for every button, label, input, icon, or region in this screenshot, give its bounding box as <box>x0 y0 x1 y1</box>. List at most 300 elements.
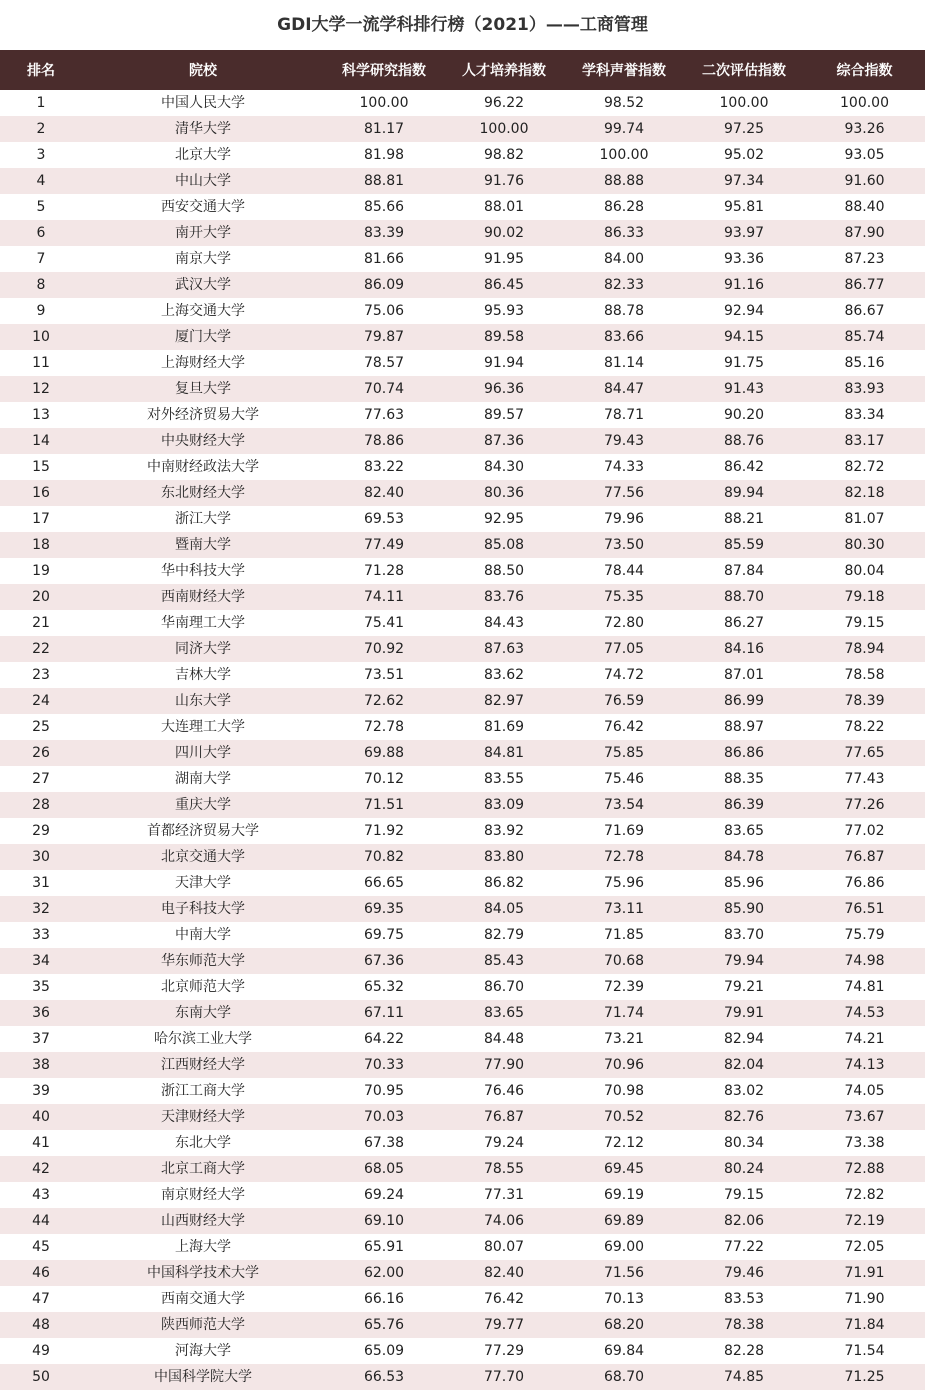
cell-talent-index: 98.82 <box>444 142 564 168</box>
cell-talent-index: 86.45 <box>444 272 564 298</box>
cell-research-index: 67.11 <box>324 1000 444 1026</box>
cell-school: 南开大学 <box>82 220 324 246</box>
cell-research-index: 100.00 <box>324 90 444 116</box>
cell-rank: 44 <box>0 1208 82 1234</box>
cell-secondary-eval-index: 95.81 <box>684 194 804 220</box>
cell-school: 上海交通大学 <box>82 298 324 324</box>
cell-secondary-eval-index: 83.65 <box>684 818 804 844</box>
cell-composite-index: 71.25 <box>804 1364 925 1390</box>
cell-research-index: 72.78 <box>324 714 444 740</box>
cell-rank: 2 <box>0 116 82 142</box>
cell-research-index: 82.40 <box>324 480 444 506</box>
cell-talent-index: 83.09 <box>444 792 564 818</box>
cell-research-index: 83.22 <box>324 454 444 480</box>
cell-reputation-index: 70.68 <box>564 948 684 974</box>
cell-rank: 42 <box>0 1156 82 1182</box>
cell-composite-index: 73.38 <box>804 1130 925 1156</box>
cell-composite-index: 74.13 <box>804 1052 925 1078</box>
cell-rank: 14 <box>0 428 82 454</box>
table-row <box>0 454 925 480</box>
cell-composite-index: 85.16 <box>804 350 925 376</box>
cell-composite-index: 79.15 <box>804 610 925 636</box>
cell-school: 同济大学 <box>82 636 324 662</box>
cell-talent-index: 87.63 <box>444 636 564 662</box>
table-row <box>0 688 925 714</box>
cell-composite-index: 76.87 <box>804 844 925 870</box>
cell-rank: 4 <box>0 168 82 194</box>
cell-talent-index: 84.05 <box>444 896 564 922</box>
cell-talent-index: 95.93 <box>444 298 564 324</box>
cell-rank: 10 <box>0 324 82 350</box>
cell-talent-index: 81.69 <box>444 714 564 740</box>
cell-school: 四川大学 <box>82 740 324 766</box>
cell-rank: 27 <box>0 766 82 792</box>
cell-research-index: 69.10 <box>324 1208 444 1234</box>
cell-reputation-index: 79.43 <box>564 428 684 454</box>
cell-secondary-eval-index: 85.59 <box>684 532 804 558</box>
cell-research-index: 65.32 <box>324 974 444 1000</box>
cell-secondary-eval-index: 88.21 <box>684 506 804 532</box>
table-row <box>0 1026 925 1052</box>
cell-school: 北京工商大学 <box>82 1156 324 1182</box>
cell-school: 浙江工商大学 <box>82 1078 324 1104</box>
cell-school: 华中科技大学 <box>82 558 324 584</box>
cell-talent-index: 77.70 <box>444 1364 564 1390</box>
cell-school: 西南财经大学 <box>82 584 324 610</box>
table-row <box>0 1338 925 1364</box>
cell-reputation-index: 79.96 <box>564 506 684 532</box>
cell-research-index: 70.95 <box>324 1078 444 1104</box>
cell-secondary-eval-index: 97.25 <box>684 116 804 142</box>
table-row <box>0 1000 925 1026</box>
cell-composite-index: 83.17 <box>804 428 925 454</box>
cell-secondary-eval-index: 86.99 <box>684 688 804 714</box>
cell-research-index: 81.98 <box>324 142 444 168</box>
cell-composite-index: 100.00 <box>804 90 925 116</box>
cell-school: 北京师范大学 <box>82 974 324 1000</box>
cell-school: 东北财经大学 <box>82 480 324 506</box>
table-row <box>0 1234 925 1260</box>
cell-secondary-eval-index: 88.97 <box>684 714 804 740</box>
cell-school: 中国人民大学 <box>82 90 324 116</box>
cell-rank: 9 <box>0 298 82 324</box>
cell-composite-index: 72.82 <box>804 1182 925 1208</box>
cell-secondary-eval-index: 86.42 <box>684 454 804 480</box>
cell-reputation-index: 76.59 <box>564 688 684 714</box>
cell-research-index: 74.11 <box>324 584 444 610</box>
table-row <box>0 792 925 818</box>
cell-reputation-index: 82.33 <box>564 272 684 298</box>
header-talent-index: 人才培养指数 <box>444 50 564 90</box>
cell-rank: 23 <box>0 662 82 688</box>
cell-secondary-eval-index: 83.53 <box>684 1286 804 1312</box>
cell-research-index: 77.49 <box>324 532 444 558</box>
cell-rank: 36 <box>0 1000 82 1026</box>
cell-talent-index: 82.97 <box>444 688 564 714</box>
cell-reputation-index: 75.96 <box>564 870 684 896</box>
cell-reputation-index: 75.85 <box>564 740 684 766</box>
cell-rank: 45 <box>0 1234 82 1260</box>
cell-talent-index: 100.00 <box>444 116 564 142</box>
cell-reputation-index: 71.69 <box>564 818 684 844</box>
table-row <box>0 532 925 558</box>
cell-school: 南京大学 <box>82 246 324 272</box>
cell-rank: 17 <box>0 506 82 532</box>
cell-composite-index: 78.39 <box>804 688 925 714</box>
cell-secondary-eval-index: 91.16 <box>684 272 804 298</box>
cell-secondary-eval-index: 88.70 <box>684 584 804 610</box>
cell-talent-index: 77.29 <box>444 1338 564 1364</box>
cell-talent-index: 88.01 <box>444 194 564 220</box>
table-row <box>0 1156 925 1182</box>
table-row <box>0 974 925 1000</box>
cell-talent-index: 89.58 <box>444 324 564 350</box>
cell-school: 山东大学 <box>82 688 324 714</box>
cell-talent-index: 86.82 <box>444 870 564 896</box>
cell-research-index: 66.53 <box>324 1364 444 1390</box>
table-row <box>0 1312 925 1338</box>
cell-research-index: 79.87 <box>324 324 444 350</box>
cell-reputation-index: 72.39 <box>564 974 684 1000</box>
cell-secondary-eval-index: 82.76 <box>684 1104 804 1130</box>
cell-school: 大连理工大学 <box>82 714 324 740</box>
cell-secondary-eval-index: 78.38 <box>684 1312 804 1338</box>
table-row <box>0 168 925 194</box>
cell-reputation-index: 71.85 <box>564 922 684 948</box>
cell-school: 中南大学 <box>82 922 324 948</box>
cell-school: 上海大学 <box>82 1234 324 1260</box>
cell-secondary-eval-index: 83.70 <box>684 922 804 948</box>
cell-rank: 26 <box>0 740 82 766</box>
cell-talent-index: 74.06 <box>444 1208 564 1234</box>
cell-talent-index: 84.43 <box>444 610 564 636</box>
table-row <box>0 1182 925 1208</box>
header-composite-index: 综合指数 <box>804 50 925 90</box>
table-row <box>0 714 925 740</box>
cell-research-index: 70.74 <box>324 376 444 402</box>
cell-talent-index: 83.76 <box>444 584 564 610</box>
cell-reputation-index: 77.56 <box>564 480 684 506</box>
table-row <box>0 272 925 298</box>
cell-reputation-index: 72.12 <box>564 1130 684 1156</box>
cell-research-index: 66.65 <box>324 870 444 896</box>
table-row <box>0 766 925 792</box>
table-row <box>0 298 925 324</box>
table-row <box>0 662 925 688</box>
cell-school: 重庆大学 <box>82 792 324 818</box>
cell-school: 北京大学 <box>82 142 324 168</box>
cell-composite-index: 86.77 <box>804 272 925 298</box>
cell-talent-index: 83.92 <box>444 818 564 844</box>
cell-composite-index: 87.23 <box>804 246 925 272</box>
cell-rank: 6 <box>0 220 82 246</box>
cell-research-index: 69.75 <box>324 922 444 948</box>
cell-research-index: 70.03 <box>324 1104 444 1130</box>
cell-secondary-eval-index: 86.86 <box>684 740 804 766</box>
cell-rank: 30 <box>0 844 82 870</box>
table-row <box>0 480 925 506</box>
cell-school: 对外经济贸易大学 <box>82 402 324 428</box>
cell-school: 西南交通大学 <box>82 1286 324 1312</box>
cell-rank: 35 <box>0 974 82 1000</box>
cell-secondary-eval-index: 88.76 <box>684 428 804 454</box>
table-row <box>0 1260 925 1286</box>
cell-reputation-index: 81.14 <box>564 350 684 376</box>
cell-talent-index: 96.22 <box>444 90 564 116</box>
cell-rank: 12 <box>0 376 82 402</box>
cell-reputation-index: 69.89 <box>564 1208 684 1234</box>
header-school: 院校 <box>82 50 324 90</box>
cell-research-index: 69.53 <box>324 506 444 532</box>
header-row <box>0 50 925 90</box>
cell-secondary-eval-index: 79.46 <box>684 1260 804 1286</box>
cell-research-index: 83.39 <box>324 220 444 246</box>
cell-research-index: 72.62 <box>324 688 444 714</box>
cell-reputation-index: 68.20 <box>564 1312 684 1338</box>
cell-composite-index: 82.18 <box>804 480 925 506</box>
cell-secondary-eval-index: 85.96 <box>684 870 804 896</box>
cell-composite-index: 72.19 <box>804 1208 925 1234</box>
cell-reputation-index: 99.74 <box>564 116 684 142</box>
cell-secondary-eval-index: 93.97 <box>684 220 804 246</box>
cell-school: 中南财经政法大学 <box>82 454 324 480</box>
cell-research-index: 81.17 <box>324 116 444 142</box>
cell-research-index: 66.16 <box>324 1286 444 1312</box>
cell-reputation-index: 70.98 <box>564 1078 684 1104</box>
header-research-index: 科学研究指数 <box>324 50 444 90</box>
table-row <box>0 584 925 610</box>
cell-composite-index: 78.58 <box>804 662 925 688</box>
cell-school: 哈尔滨工业大学 <box>82 1026 324 1052</box>
table-row <box>0 506 925 532</box>
cell-secondary-eval-index: 79.94 <box>684 948 804 974</box>
cell-composite-index: 93.05 <box>804 142 925 168</box>
cell-composite-index: 74.21 <box>804 1026 925 1052</box>
cell-research-index: 71.92 <box>324 818 444 844</box>
cell-composite-index: 78.94 <box>804 636 925 662</box>
cell-composite-index: 77.26 <box>804 792 925 818</box>
cell-talent-index: 91.95 <box>444 246 564 272</box>
cell-secondary-eval-index: 86.39 <box>684 792 804 818</box>
cell-school: 华南理工大学 <box>82 610 324 636</box>
table-row <box>0 402 925 428</box>
cell-research-index: 71.51 <box>324 792 444 818</box>
cell-talent-index: 76.42 <box>444 1286 564 1312</box>
cell-talent-index: 76.46 <box>444 1078 564 1104</box>
cell-secondary-eval-index: 77.22 <box>684 1234 804 1260</box>
cell-composite-index: 76.51 <box>804 896 925 922</box>
cell-reputation-index: 70.13 <box>564 1286 684 1312</box>
table-row <box>0 844 925 870</box>
header-rank: 排名 <box>0 50 82 90</box>
cell-reputation-index: 73.54 <box>564 792 684 818</box>
table-row <box>0 1078 925 1104</box>
cell-composite-index: 74.81 <box>804 974 925 1000</box>
cell-talent-index: 76.87 <box>444 1104 564 1130</box>
cell-reputation-index: 86.28 <box>564 194 684 220</box>
cell-secondary-eval-index: 91.43 <box>684 376 804 402</box>
cell-talent-index: 83.65 <box>444 1000 564 1026</box>
cell-composite-index: 71.90 <box>804 1286 925 1312</box>
table-row <box>0 1130 925 1156</box>
cell-talent-index: 82.40 <box>444 1260 564 1286</box>
cell-talent-index: 82.79 <box>444 922 564 948</box>
cell-rank: 7 <box>0 246 82 272</box>
cell-rank: 19 <box>0 558 82 584</box>
cell-secondary-eval-index: 94.15 <box>684 324 804 350</box>
cell-composite-index: 91.60 <box>804 168 925 194</box>
cell-reputation-index: 84.00 <box>564 246 684 272</box>
cell-school: 中山大学 <box>82 168 324 194</box>
cell-research-index: 67.36 <box>324 948 444 974</box>
cell-rank: 5 <box>0 194 82 220</box>
cell-research-index: 86.09 <box>324 272 444 298</box>
cell-research-index: 77.63 <box>324 402 444 428</box>
cell-secondary-eval-index: 84.16 <box>684 636 804 662</box>
cell-research-index: 65.91 <box>324 1234 444 1260</box>
cell-composite-index: 76.86 <box>804 870 925 896</box>
cell-composite-index: 72.05 <box>804 1234 925 1260</box>
table-row <box>0 1286 925 1312</box>
cell-reputation-index: 75.35 <box>564 584 684 610</box>
cell-talent-index: 80.36 <box>444 480 564 506</box>
cell-school: 暨南大学 <box>82 532 324 558</box>
cell-secondary-eval-index: 88.35 <box>684 766 804 792</box>
cell-research-index: 69.35 <box>324 896 444 922</box>
cell-rank: 48 <box>0 1312 82 1338</box>
table-row <box>0 1104 925 1130</box>
cell-secondary-eval-index: 82.06 <box>684 1208 804 1234</box>
cell-research-index: 65.09 <box>324 1338 444 1364</box>
cell-secondary-eval-index: 87.01 <box>684 662 804 688</box>
cell-secondary-eval-index: 89.94 <box>684 480 804 506</box>
cell-secondary-eval-index: 90.20 <box>684 402 804 428</box>
cell-rank: 29 <box>0 818 82 844</box>
cell-composite-index: 82.72 <box>804 454 925 480</box>
cell-reputation-index: 73.11 <box>564 896 684 922</box>
table-row <box>0 1052 925 1078</box>
cell-school: 浙江大学 <box>82 506 324 532</box>
cell-reputation-index: 76.42 <box>564 714 684 740</box>
cell-secondary-eval-index: 80.34 <box>684 1130 804 1156</box>
cell-school: 首都经济贸易大学 <box>82 818 324 844</box>
table-row <box>0 350 925 376</box>
cell-composite-index: 83.34 <box>804 402 925 428</box>
cell-reputation-index: 84.47 <box>564 376 684 402</box>
cell-research-index: 69.88 <box>324 740 444 766</box>
cell-research-index: 62.00 <box>324 1260 444 1286</box>
table-row <box>0 740 925 766</box>
cell-rank: 34 <box>0 948 82 974</box>
cell-secondary-eval-index: 83.02 <box>684 1078 804 1104</box>
cell-school: 电子科技大学 <box>82 896 324 922</box>
cell-composite-index: 87.90 <box>804 220 925 246</box>
cell-rank: 18 <box>0 532 82 558</box>
table-header <box>0 50 925 90</box>
cell-composite-index: 77.65 <box>804 740 925 766</box>
cell-school: 吉林大学 <box>82 662 324 688</box>
cell-talent-index: 79.77 <box>444 1312 564 1338</box>
table-row <box>0 428 925 454</box>
cell-rank: 13 <box>0 402 82 428</box>
cell-rank: 49 <box>0 1338 82 1364</box>
cell-school: 天津财经大学 <box>82 1104 324 1130</box>
cell-composite-index: 75.79 <box>804 922 925 948</box>
cell-school: 湖南大学 <box>82 766 324 792</box>
cell-talent-index: 88.50 <box>444 558 564 584</box>
cell-talent-index: 79.24 <box>444 1130 564 1156</box>
cell-composite-index: 74.98 <box>804 948 925 974</box>
page-title: GDI大学一流学科排行榜（2021）——工商管理 <box>277 15 648 35</box>
cell-reputation-index: 70.52 <box>564 1104 684 1130</box>
table-row <box>0 948 925 974</box>
cell-rank: 38 <box>0 1052 82 1078</box>
table-row <box>0 376 925 402</box>
cell-reputation-index: 69.00 <box>564 1234 684 1260</box>
header-reputation-index: 学科声誉指数 <box>564 50 684 90</box>
cell-talent-index: 77.31 <box>444 1182 564 1208</box>
cell-research-index: 67.38 <box>324 1130 444 1156</box>
cell-secondary-eval-index: 82.94 <box>684 1026 804 1052</box>
cell-reputation-index: 74.33 <box>564 454 684 480</box>
cell-talent-index: 84.81 <box>444 740 564 766</box>
cell-research-index: 71.28 <box>324 558 444 584</box>
cell-school: 河海大学 <box>82 1338 324 1364</box>
cell-talent-index: 83.80 <box>444 844 564 870</box>
cell-secondary-eval-index: 79.21 <box>684 974 804 1000</box>
cell-school: 东南大学 <box>82 1000 324 1026</box>
cell-secondary-eval-index: 86.27 <box>684 610 804 636</box>
cell-talent-index: 90.02 <box>444 220 564 246</box>
cell-reputation-index: 83.66 <box>564 324 684 350</box>
table-row <box>0 90 925 116</box>
cell-reputation-index: 71.56 <box>564 1260 684 1286</box>
table-row <box>0 194 925 220</box>
cell-reputation-index: 73.21 <box>564 1026 684 1052</box>
cell-rank: 39 <box>0 1078 82 1104</box>
cell-school: 清华大学 <box>82 116 324 142</box>
cell-talent-index: 78.55 <box>444 1156 564 1182</box>
cell-talent-index: 96.36 <box>444 376 564 402</box>
cell-school: 中国科学院大学 <box>82 1364 324 1390</box>
cell-research-index: 65.76 <box>324 1312 444 1338</box>
cell-reputation-index: 72.80 <box>564 610 684 636</box>
cell-composite-index: 74.05 <box>804 1078 925 1104</box>
cell-composite-index: 71.91 <box>804 1260 925 1286</box>
cell-composite-index: 93.26 <box>804 116 925 142</box>
cell-reputation-index: 98.52 <box>564 90 684 116</box>
cell-composite-index: 83.93 <box>804 376 925 402</box>
cell-secondary-eval-index: 97.34 <box>684 168 804 194</box>
cell-rank: 15 <box>0 454 82 480</box>
cell-reputation-index: 100.00 <box>564 142 684 168</box>
cell-rank: 22 <box>0 636 82 662</box>
cell-school: 中国科学技术大学 <box>82 1260 324 1286</box>
cell-composite-index: 86.67 <box>804 298 925 324</box>
cell-composite-index: 74.53 <box>804 1000 925 1026</box>
cell-school: 华东师范大学 <box>82 948 324 974</box>
cell-school: 复旦大学 <box>82 376 324 402</box>
cell-research-index: 70.33 <box>324 1052 444 1078</box>
cell-rank: 46 <box>0 1260 82 1286</box>
cell-rank: 47 <box>0 1286 82 1312</box>
cell-secondary-eval-index: 85.90 <box>684 896 804 922</box>
cell-composite-index: 71.84 <box>804 1312 925 1338</box>
cell-reputation-index: 73.50 <box>564 532 684 558</box>
cell-rank: 41 <box>0 1130 82 1156</box>
cell-secondary-eval-index: 100.00 <box>684 90 804 116</box>
cell-composite-index: 80.30 <box>804 532 925 558</box>
